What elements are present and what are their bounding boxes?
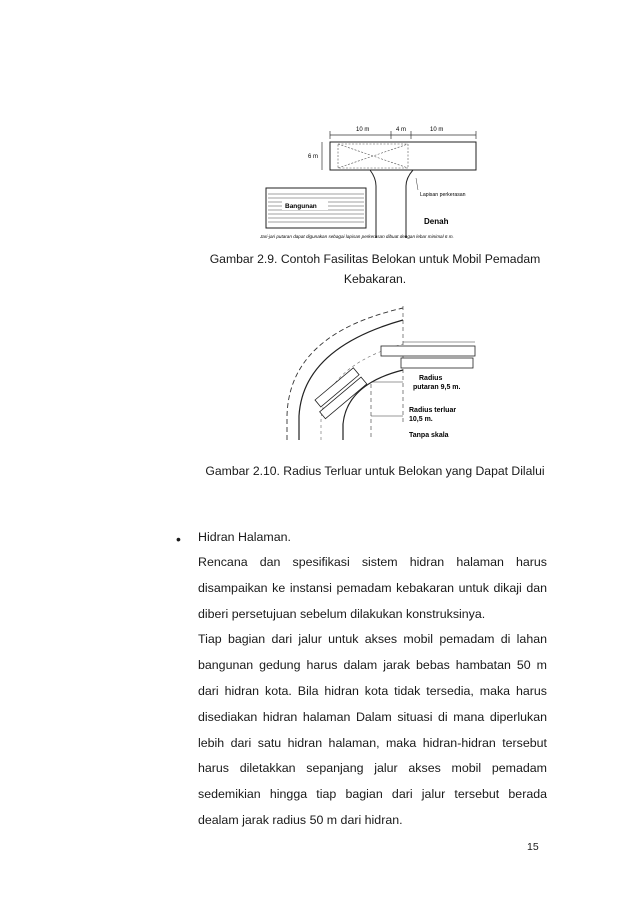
figure-2-10-caption: Gambar 2.10. Radius Terluar untuk Belokan yang Dapat Dilalui [205, 464, 545, 478]
paragraph-2 [198, 629, 547, 810]
vehicle-straight-1 [381, 346, 475, 356]
paragraph-2-line: lebih dari satu hidran halaman, maka hidran-hidran tersebut [198, 735, 547, 750]
paragraph-2-line: Tiap bagian dari jalur untuk akses mobil pemadam di lahan [198, 632, 547, 647]
paragraph-2-line: bangunan gedung harus dalam jarak bebas hambatan 50 m [198, 658, 547, 673]
vehicle-on-curve [312, 368, 367, 419]
paragraph-1 [198, 552, 547, 604]
label-plan: Denah [424, 217, 449, 226]
turnaround-area [330, 142, 476, 170]
paragraph-2-line: harus diletakkan sepanjang jalur akses mobil pemadam [198, 761, 547, 776]
dim-label-height: 6 m [308, 154, 319, 160]
label-radius-turn-1: Radius [419, 375, 443, 382]
figure-note: Jari-jari putaran dapat digunakan sebagai lapisan perkerasan dibuat dengan lebar minimal 6 m. [260, 234, 454, 239]
figure-2-9-turnaround-diagram [258, 120, 498, 242]
paragraph-1-end [198, 604, 547, 630]
paragraph-2-line: sedemikian hingga tiap bagian dari jalur tersebut berada [198, 787, 547, 802]
paragraph-1-line: disampaikan ke instansi pemadam kebakaran untuk dikaji dan [198, 580, 547, 595]
outer-radius-arc [287, 308, 403, 440]
paragraph-1-line: Rencana dan spesifikasi sistem hidran halaman harus [198, 555, 547, 569]
section-heading: Hidran Halaman. [198, 530, 291, 544]
paragraph-2-end [198, 810, 547, 836]
label-scale: Tanpa skala [409, 432, 449, 439]
label-building: Bangunan [285, 203, 317, 210]
label-radius-outer-2: 10,5 m. [409, 416, 433, 423]
label-radius-outer-1: Radius terluar [409, 407, 457, 414]
paragraph-2-line: dealam jarak radius 50 m dari hidran. [198, 813, 403, 827]
dim-label-mid: 4 m [396, 127, 407, 133]
dim-label-left: 10 m [356, 127, 370, 133]
label-radius-turn-2: putaran 9,5 m. [413, 384, 461, 391]
paragraph-2-line: dari hidran kota. Bila hidran kota tidak tersedia, maka harus [198, 683, 547, 698]
bullet-marker: • [176, 531, 181, 547]
figure-2-10-turn-radius-diagram [285, 304, 485, 444]
figure-2-9-caption: Gambar 2.9. Contoh Fasilitas Belokan untuk Mobil Pemadam Kebakaran. [209, 252, 541, 286]
vehicle-straight-2 [401, 358, 473, 368]
dim-label-right: 10 m [430, 127, 444, 133]
page-number: 15 [527, 841, 539, 853]
paragraph-2-line: disediakan hidran halaman Dalam situasi di mana diperlukan [198, 709, 547, 724]
paragraph-1-line: diberi persetujuan sebelum dilakukan konstruksinya. [198, 606, 486, 621]
label-pavement: Lapisan perkerasan [420, 192, 466, 198]
